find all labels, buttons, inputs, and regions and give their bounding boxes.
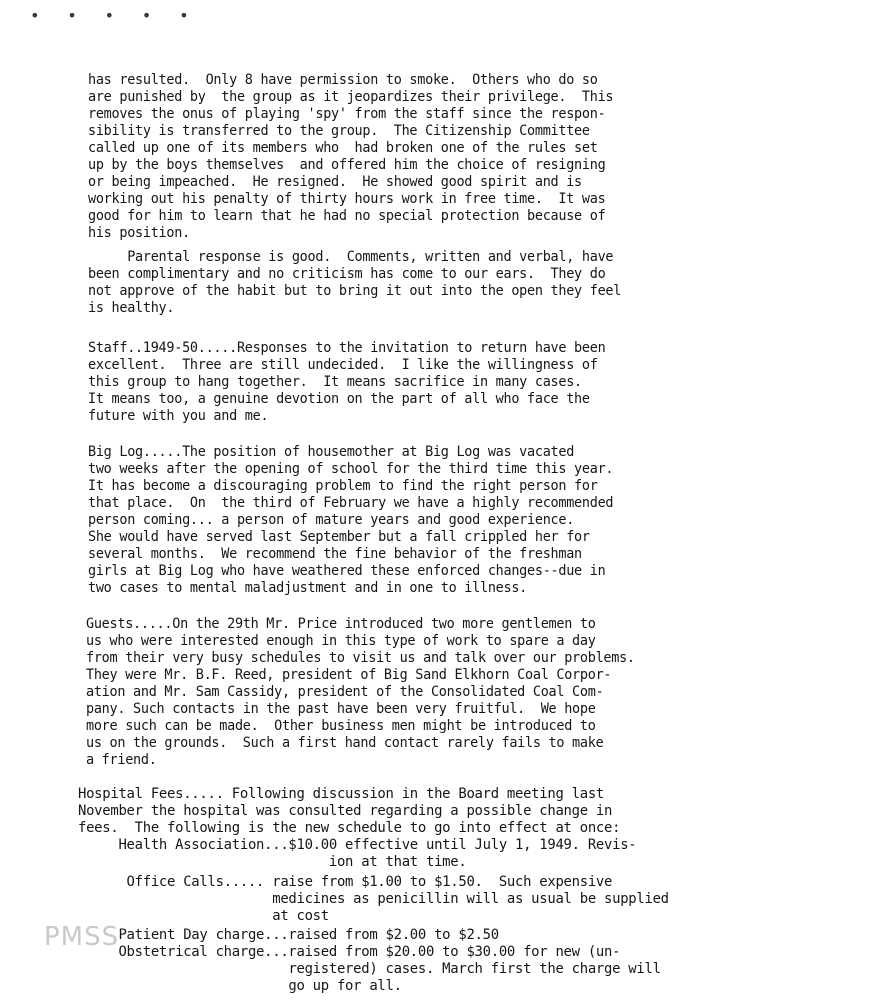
text-line: go up for all. — [78, 978, 402, 994]
text-line: is healthy. — [88, 300, 175, 316]
text-line: that place. On the third of February we have a highly recommended — [88, 495, 614, 511]
text-line: us on the grounds. Such a first hand contact rarely fails to make — [86, 735, 604, 751]
archive-watermark: PMSS — [44, 922, 120, 952]
text-line: or being impeached. He resigned. He showed good spirit and is — [88, 174, 582, 190]
text-line: his position. — [88, 225, 190, 241]
text-line: several months. We recommend the fine behavior of the freshman — [88, 546, 582, 562]
text-line: a friend. — [86, 752, 157, 768]
text-line: us who were interested enough in this type of work to spare a day — [86, 633, 596, 649]
text-line: two cases to mental maladjustment and in one to illness. — [88, 580, 528, 596]
text-line: November the hospital was consulted regarding a possible change in — [78, 803, 613, 819]
text-line: called up one of its members who had broken one of the rules set — [88, 140, 598, 156]
text-line: pany. Such contacts in the past have been very fruitful. We hope — [86, 701, 596, 717]
text-line: It means too, a genuine devotion on the part of all who face the — [88, 391, 590, 407]
text-line: been complimentary and no criticism has come to our ears. They do — [88, 266, 606, 282]
text-line: has resulted. Only 8 have permission to smoke. Others who do so — [88, 72, 598, 88]
text-line: excellent. Three are still undecided. I like the willingness of — [88, 357, 598, 373]
top-punch-marks: • • • • • — [30, 6, 198, 25]
text-line: at cost — [78, 908, 329, 924]
text-line: person coming... a person of mature years and good experience. — [88, 512, 575, 528]
text-line: Obstetrical charge...raised from $20.00 to $30.00 for new (un- — [78, 944, 621, 960]
text-line: sibility is transferred to the group. The Citizenship Committee — [88, 123, 590, 139]
text-line: two weeks after the opening of school for the third time this year. — [88, 461, 614, 477]
text-line: good for him to learn that he had no special protection because of — [88, 208, 606, 224]
text-line: Staff..1949-50.....Responses to the invitation to return have been — [88, 340, 606, 356]
text-line: not approve of the habit but to bring it out into the open they feel — [88, 283, 622, 299]
text-line: Parental response is good. Comments, written and verbal, have — [88, 249, 614, 265]
text-line: Health Association...$10.00 effective until July 1, 1949. Revis- — [78, 837, 637, 853]
text-line: She would have served last September but a fall crippled her for — [88, 529, 590, 545]
text-line: Hospital Fees..... Following discussion in the Board meeting last — [78, 786, 605, 802]
text-line: up by the boys themselves and offered him the choice of resigning — [88, 157, 606, 173]
text-line: They were Mr. B.F. Reed, president of Big Sand Elkhorn Coal Corpor- — [86, 667, 612, 683]
text-line: more such can be made. Other business men might be introduced to — [86, 718, 596, 734]
text-line: this group to hang together. It means sacrifice in many cases. — [88, 374, 582, 390]
text-line: Guests.....On the 29th Mr. Price introduced two more gentlemen to — [86, 616, 596, 632]
text-line: removes the onus of playing 'spy' from the staff since the respon- — [88, 106, 606, 122]
text-line: It has become a discouraging problem to find the right person for — [88, 478, 598, 494]
text-line: Office Calls..... raise from $1.00 to $1.50. Such expensive — [78, 874, 613, 890]
text-line: ation and Mr. Sam Cassidy, president of the Consolidated Coal Com- — [86, 684, 604, 700]
text-line: Patient Day charge...raised from $2.00 to $2.50 — [78, 927, 499, 943]
text-line: ion at that time. — [78, 854, 467, 870]
text-line: girls at Big Log who have weathered these enforced changes--due in — [88, 563, 606, 579]
text-line: registered) cases. March first the charge will — [78, 961, 661, 977]
text-line: are punished by the group as it jeopardizes their privilege. This — [88, 89, 614, 105]
text-line: Big Log.....The position of housemother at Big Log was vacated — [88, 444, 575, 460]
text-line: medicines as penicillin will as usual be supplied — [78, 891, 669, 907]
text-line: from their very busy schedules to visit us and talk over our problems. — [86, 650, 635, 666]
text-line: fees. The following is the new schedule to go into effect at once: — [78, 820, 621, 836]
text-line: future with you and me. — [88, 408, 269, 424]
text-line: working out his penalty of thirty hours work in free time. It was — [88, 191, 606, 207]
